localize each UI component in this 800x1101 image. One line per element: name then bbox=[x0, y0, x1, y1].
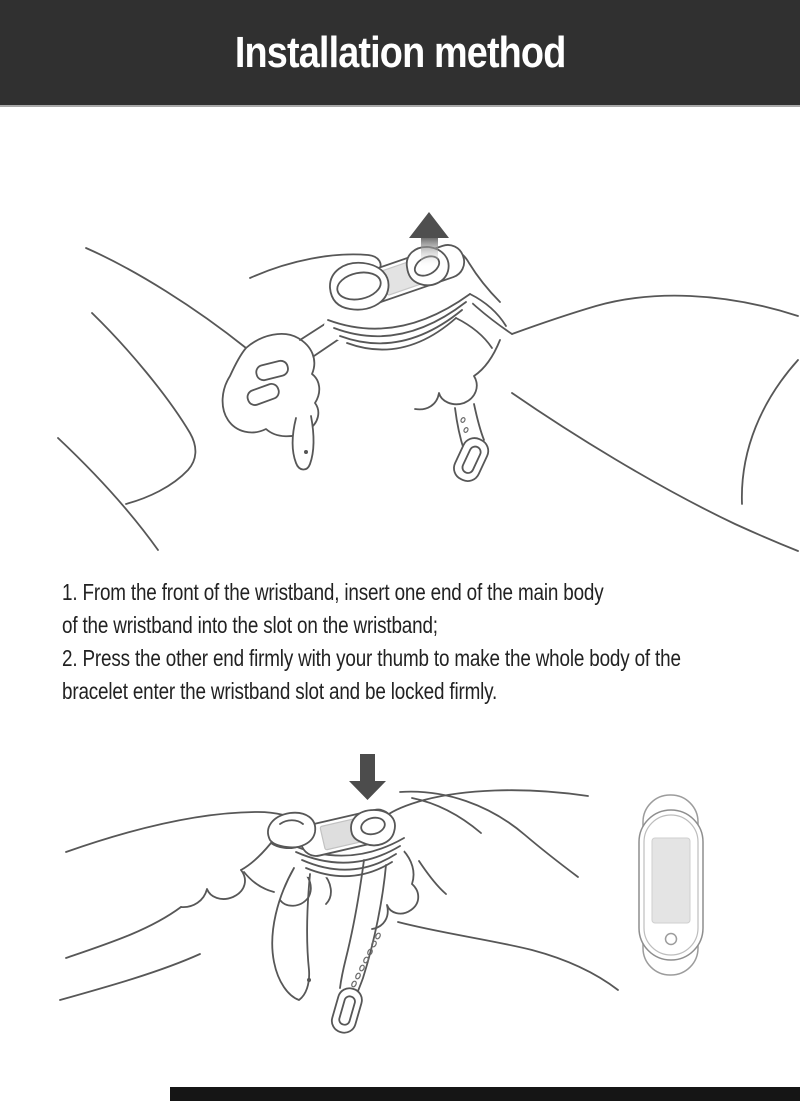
arrow-down-icon bbox=[349, 754, 386, 800]
bottom-partial-banner bbox=[170, 1087, 800, 1101]
strap-holes bbox=[351, 932, 381, 987]
left-index-fingertip bbox=[268, 813, 315, 848]
band-screen bbox=[652, 838, 690, 923]
instruction-line: 1. From the front of the wristband, insert one end of the main body bbox=[62, 579, 604, 605]
page-title: Installation method bbox=[234, 27, 566, 77]
step1-illustration bbox=[0, 108, 800, 553]
instruction-text bbox=[62, 576, 681, 708]
strap-end-left bbox=[293, 416, 314, 470]
strap-end-right bbox=[329, 860, 386, 1035]
right-hand bbox=[372, 790, 618, 990]
instruction-line: 2. Press the other end firmly with your thumb to make the whole body of the bbox=[62, 645, 681, 671]
instruction-line: bracelet enter the wristband slot and be locked firmly. bbox=[62, 678, 498, 704]
figure-step2-press bbox=[0, 740, 800, 1050]
band-front-view bbox=[639, 795, 703, 975]
instruction-line: of the wristband into the slot on the wristband; bbox=[62, 612, 438, 638]
figure-step1-insert bbox=[0, 108, 800, 553]
strap-end-right bbox=[450, 404, 492, 485]
left-thumb bbox=[330, 263, 389, 310]
strap-buckle bbox=[329, 986, 364, 1036]
right-thumb bbox=[351, 810, 395, 845]
strap-buckle bbox=[450, 434, 492, 485]
section-header bbox=[0, 0, 800, 107]
band-button bbox=[666, 934, 677, 945]
step2-illustration bbox=[0, 740, 800, 1050]
strap-end-left bbox=[272, 868, 311, 1000]
